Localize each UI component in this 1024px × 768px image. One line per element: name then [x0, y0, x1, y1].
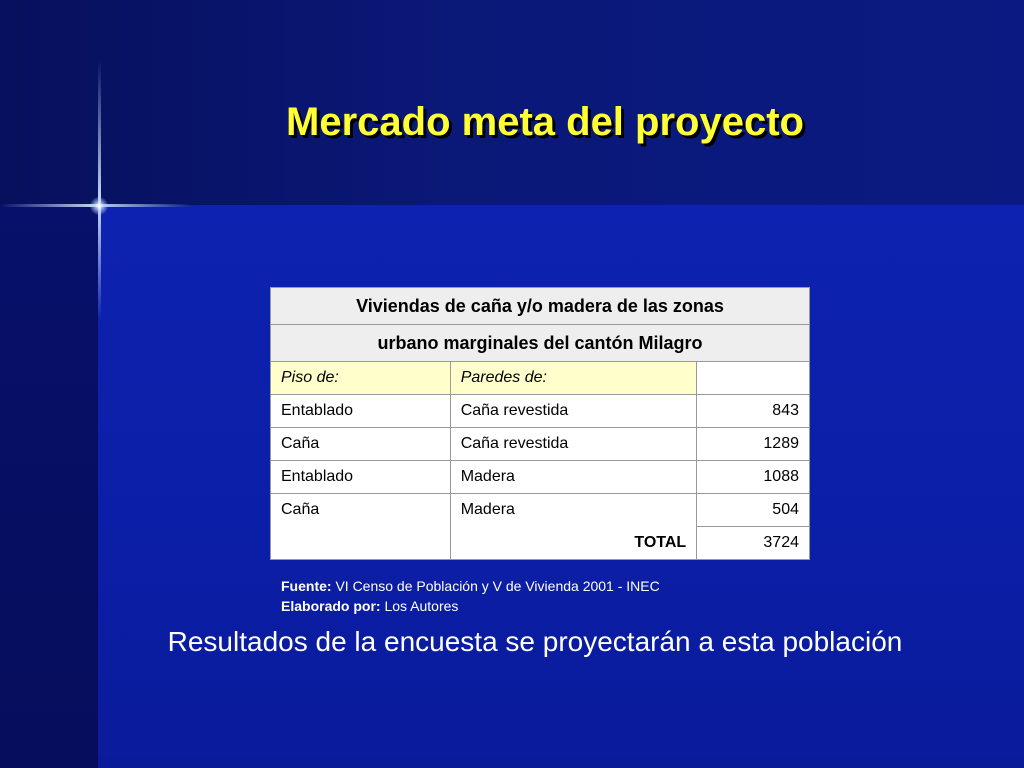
cell-valor: 1289 — [697, 428, 810, 461]
author-line — [281, 596, 660, 616]
column-header-piso: Piso de: — [271, 362, 451, 395]
column-header-paredes: Paredes de: — [450, 362, 696, 395]
table-total-row — [271, 527, 810, 560]
table-row — [271, 494, 810, 527]
elaborado-text: Los Autores — [384, 598, 459, 614]
cell-piso: Entablado — [271, 395, 451, 428]
table-header-line2: urbano marginales del cantón Milagro — [271, 325, 810, 362]
sparkle-icon — [90, 197, 108, 215]
cell-piso: Caña — [271, 494, 451, 527]
column-header-empty — [697, 362, 810, 395]
table-header-row — [271, 288, 810, 325]
cell-paredes: Caña revestida — [450, 428, 696, 461]
cell-paredes: Caña revestida — [450, 395, 696, 428]
elaborado-label: Elaborado por: — [281, 598, 381, 614]
viviendas-table — [270, 287, 810, 560]
cell-valor: 504 — [697, 494, 810, 527]
cell-paredes: Madera — [450, 461, 696, 494]
conclusion-text: Resultados de la encuesta se proyectarán a esta población — [167, 626, 903, 657]
table-header-line1: Viviendas de caña y/o madera de las zonas — [271, 288, 810, 325]
table-row — [271, 395, 810, 428]
cell-empty — [271, 527, 451, 560]
cell-piso: Caña — [271, 428, 451, 461]
source-line — [281, 576, 660, 596]
cell-valor: 843 — [697, 395, 810, 428]
table-row — [271, 461, 810, 494]
cell-paredes: Madera — [450, 494, 696, 527]
table-subheader-row — [271, 362, 810, 395]
cell-piso: Entablado — [271, 461, 451, 494]
table-header-row — [271, 325, 810, 362]
fuente-label: Fuente: — [281, 578, 332, 594]
source-note — [281, 576, 660, 616]
total-label: TOTAL — [450, 527, 696, 560]
background-left-band — [0, 205, 98, 768]
table-row — [271, 428, 810, 461]
cell-valor: 1088 — [697, 461, 810, 494]
total-value: 3724 — [697, 527, 810, 560]
slide-title: Mercado meta del proyecto — [286, 100, 804, 144]
data-table-container — [270, 287, 810, 560]
sparkle-vertical-ray — [98, 60, 101, 320]
fuente-text: VI Censo de Población y V de Vivienda 2001 - INEC — [335, 578, 660, 594]
